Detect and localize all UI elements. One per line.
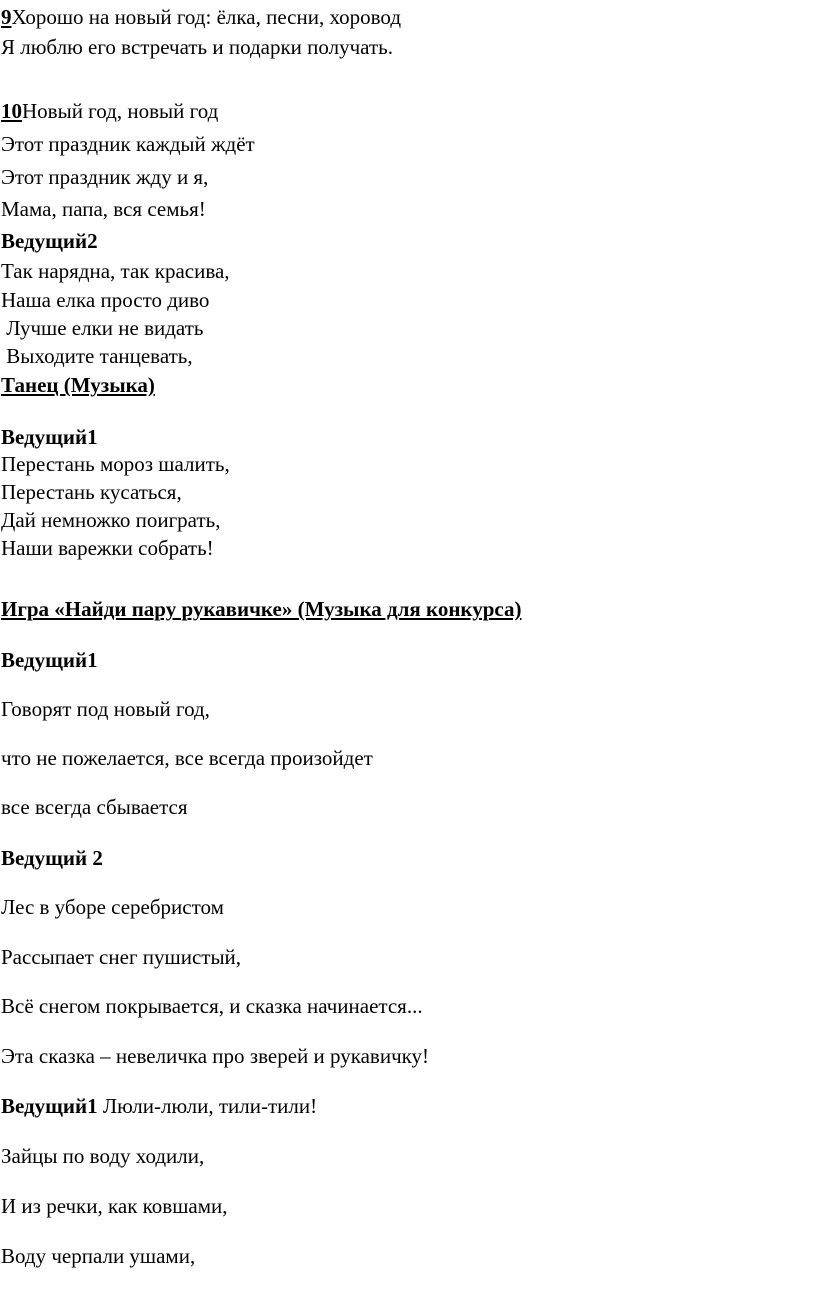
text-run: Эта сказка – невеличка про зверей и рукавичку! [1,1044,430,1068]
text-line [1,1193,227,1219]
text-run: Этот праздник каждый ждёт [1,132,255,156]
text-line [1,944,241,970]
underlined-bold-text: 9 [1,5,12,29]
text-run: Этот праздник жду и я, [1,165,209,189]
text-line [1,1243,195,1269]
text-run: Лучше елки не видать [1,316,204,340]
text-line [1,4,401,30]
text-run: Дай немножко поиграть, [1,508,221,532]
text-run: Всё снегом покрывается, и сказка начинается... [1,994,423,1018]
text-run: Говорят под новый год, [1,697,210,721]
text-run: Рассыпает снег пушистый, [1,945,242,969]
text-run: Новый год, новый год [22,99,219,123]
speaker-label: Ведущий1 [1,648,98,672]
underlined-bold-text: 10 [1,99,22,123]
text-line [1,1143,204,1169]
text-run: И из речки, как ковшами, [1,1194,228,1218]
text-line [1,98,218,124]
text-line [1,894,224,920]
text-line [1,34,393,60]
text-run: Перестань мороз шалить, [1,452,230,476]
section-heading [1,647,98,673]
text-line [1,258,230,284]
speaker-label: Ведущий 2 [1,846,103,870]
text-line [1,745,373,771]
text-line [1,507,220,533]
section-heading [1,596,521,622]
text-line [1,1093,317,1119]
text-line [1,164,208,190]
text-line [1,794,188,820]
text-line [1,993,423,1019]
text-run: Перестань кусаться, [1,480,182,504]
text-run: Я люблю его встречать и подарки получать. [1,35,393,59]
underlined-bold-text: Игра «Найди пару рукавичке» (Музыка для конкурса) [1,597,522,621]
text-run: Наши варежки собрать! [1,536,214,560]
text-run: Так нарядна, так красива, [1,259,230,283]
text-line [1,451,230,477]
section-heading [1,228,98,254]
text-line [1,315,203,341]
text-run: Мама, папа, вся семья! [1,197,206,221]
text-line [1,479,182,505]
text-line [1,287,209,313]
text-line [1,696,210,722]
text-line [1,1043,429,1069]
text-line [1,131,255,157]
text-line [1,196,206,222]
section-heading [1,372,155,398]
text-run: Воду черпали ушами, [1,1244,196,1268]
speaker-label: Ведущий1 [1,425,98,449]
speaker-label: Ведущий2 [1,229,98,253]
text-run: что не пожелается, все всегда произойдет [1,746,373,770]
text-run: Хорошо на новый год: ёлка, песни, хоровод [11,5,402,29]
text-run: все всегда сбывается [1,795,188,819]
text-line [1,343,193,369]
underlined-bold-text: Танец (Музыка) [1,373,155,397]
text-line [1,535,214,561]
section-heading [1,845,103,871]
text-run: Зайцы по воду ходили, [1,1144,205,1168]
text-run: Люли-люли, тили-тили! [97,1094,318,1118]
speaker-label: Ведущий1 [1,1094,98,1118]
text-run: Лес в уборе серебристом [1,895,224,919]
section-heading [1,424,98,450]
text-run: Выходите танцевать, [1,344,193,368]
text-run: Наша елка просто диво [1,288,210,312]
